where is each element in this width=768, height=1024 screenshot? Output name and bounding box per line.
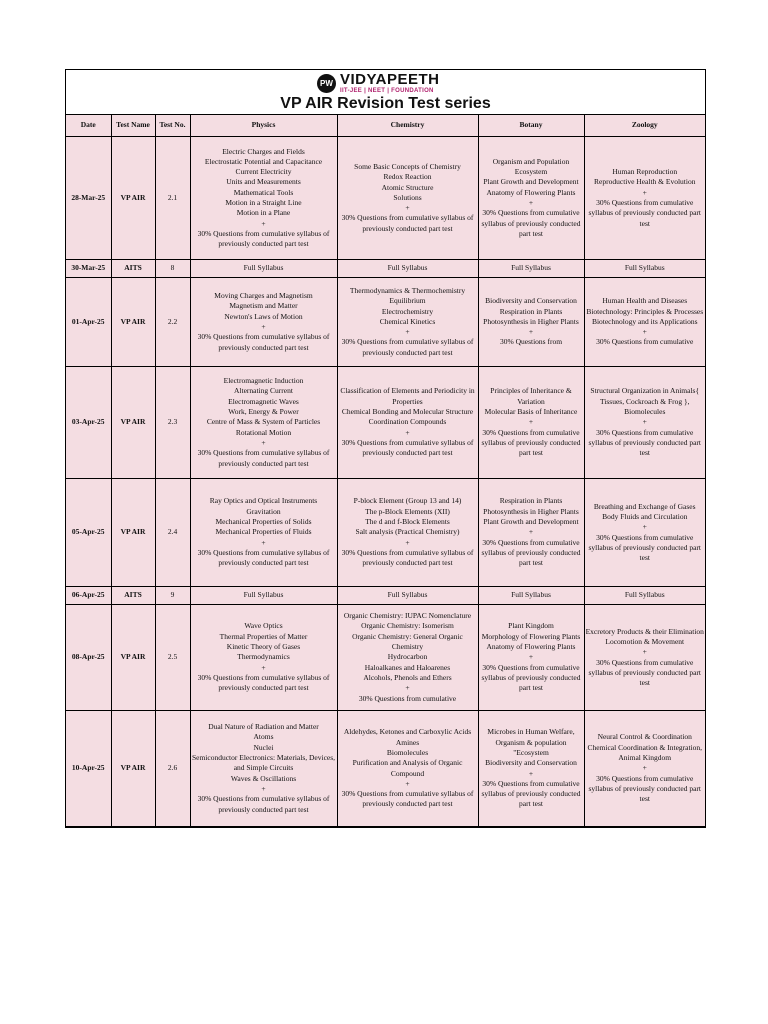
physics-cell <box>190 278 337 367</box>
physics-cell <box>190 605 337 711</box>
topic-line: Thermal Properties of Matter <box>219 631 308 641</box>
test-name-cell: VP AIR <box>111 711 155 827</box>
table-row <box>66 367 705 479</box>
topic-line: Chemical Kinetics <box>379 316 436 326</box>
topic-line: 30% Questions from cumulative syllabus of previously conducted part test <box>588 532 701 563</box>
topic-line: Full Syllabus <box>243 263 284 273</box>
table-row <box>66 587 705 605</box>
table-row <box>66 605 705 711</box>
chemistry-cell <box>337 260 478 278</box>
chemistry-cell <box>337 479 478 587</box>
topic-line: Organic Chemistry: IUPAC Nomenclature <box>343 611 472 621</box>
topic-line: Hydrocarbon <box>387 652 428 662</box>
zoology-cell <box>584 605 705 711</box>
sheet-header <box>66 70 705 115</box>
topic-line: Rotational Motion <box>235 427 292 437</box>
topic-line: Solutions <box>393 192 422 202</box>
date-cell: 08-Apr-25 <box>66 605 111 711</box>
topic-line: Reproductive Health & Evolution <box>594 177 696 187</box>
topic-line: Electric Charges and Fields <box>222 146 305 156</box>
topic-line: Equilibrium <box>389 296 426 306</box>
col-header-test-name: Test Name <box>111 115 155 137</box>
topic-line: Plant Growth and Development <box>483 177 579 187</box>
topic-line: 30% Questions from cumulative syllabus of previously conducted part test <box>588 657 701 688</box>
topic-line: 30% Questions from cumulative syllabus of previously conducted part test <box>197 332 330 352</box>
topic-line: Electrochemistry <box>381 306 434 316</box>
topic-line: Respiration in Plants <box>499 306 563 316</box>
test-no-cell: 2.1 <box>155 137 190 260</box>
topic-line: Plant Kingdom <box>508 621 554 631</box>
topic-line: + <box>261 218 266 228</box>
topic-line: Organic Chemistry: Isomerism <box>361 621 454 631</box>
table-row <box>66 137 705 260</box>
topic-line: + <box>405 327 410 337</box>
topic-line: Locomotion & Movement <box>605 636 685 646</box>
topic-line: 30% Questions from cumulative syllabus of previously conducted part test <box>341 337 474 357</box>
chemistry-cell <box>337 137 478 260</box>
topic-line: + <box>642 763 647 773</box>
test-no-cell: 8 <box>155 260 190 278</box>
topic-line: Redox Reaction <box>383 172 432 182</box>
topic-line: Excretory Products & their Elimination <box>585 626 704 636</box>
chemistry-cell <box>337 587 478 605</box>
topic-line: Thermodynamics & Thermochemistry <box>349 285 466 295</box>
schedule-table <box>66 115 705 827</box>
topic-line: + <box>261 662 266 672</box>
date-cell: 03-Apr-25 <box>66 367 111 479</box>
test-name-cell: VP AIR <box>111 137 155 260</box>
col-header-chemistry: Chemistry <box>337 115 478 137</box>
topic-line: + <box>528 198 534 207</box>
topic-line: Body Fluids and Circulation <box>602 511 688 521</box>
topic-line: Work, Energy & Power <box>228 407 299 417</box>
topic-line: Atoms <box>253 732 274 742</box>
date-cell: 05-Apr-25 <box>66 479 111 587</box>
brand-tagline: IIT-JEE | NEET | FOUNDATION <box>340 88 434 94</box>
topic-line: Principles of Inheritance & Variation <box>490 386 572 406</box>
botany-cell <box>478 260 584 278</box>
topic-line: Electrostatic Potential and Capacitance <box>204 156 323 166</box>
physics-cell <box>190 711 337 827</box>
topic-line: 30% Questions from cumulative syllabus of previously conducted part test <box>481 537 581 568</box>
topic-line: Current Electricity <box>235 167 292 177</box>
col-header-physics: Physics <box>190 115 337 137</box>
topic-line: + <box>642 522 647 532</box>
zoology-cell <box>584 711 705 827</box>
topic-line: Mechanical Properties of Solids <box>215 517 312 527</box>
topic-line: 30% Questions from cumulative syllabus of previously conducted part test <box>341 437 474 458</box>
topic-line: Waves & Oscillations <box>230 773 297 783</box>
topic-line: + <box>405 778 410 788</box>
test-no-cell: 2.6 <box>155 711 190 827</box>
topic-line: 30% Questions from cumulative syllabus of previously conducted part test <box>197 547 330 568</box>
topic-line: 30% Questions from cumulative <box>358 693 457 703</box>
chemistry-cell <box>337 711 478 827</box>
topic-line: Ray Optics and Optical Instruments <box>209 496 318 506</box>
topic-line: + <box>528 768 534 778</box>
topic-line: 30% Questions from cumulative syllabus of previously conducted part test <box>341 547 474 568</box>
col-header-zoology: Zoology <box>584 115 705 137</box>
topic-line: Mechanical Properties of Fluids <box>215 527 312 537</box>
topic-line: Nuclei <box>253 742 274 752</box>
topic-line: Coordination Compounds <box>368 417 447 427</box>
botany-cell <box>478 711 584 827</box>
topic-line: 30% Questions from cumulative syllabus of previously conducted part test <box>588 198 701 228</box>
brand-name: VIDYAPEETH <box>340 71 440 88</box>
topic-line: + <box>528 327 534 337</box>
topic-line: + <box>642 327 647 337</box>
topic-line: Chemical Coordination & Integration, Animal Kingdom <box>587 742 703 763</box>
topic-line: 30% Questions from cumulative syllabus of previously conducted part test <box>481 427 581 458</box>
topic-line: + <box>261 783 266 793</box>
zoology-cell <box>584 137 705 260</box>
topic-line: Electromagnetic Induction <box>223 376 304 386</box>
test-no-cell: 2.3 <box>155 367 190 479</box>
topic-line: Full Syllabus <box>387 590 428 600</box>
brand-logo <box>317 72 439 94</box>
topic-line: Biotechnology: Principles & Processes <box>586 306 704 316</box>
topic-line: 30% Questions from cumulative syllabus of previously conducted part test <box>481 662 581 693</box>
topic-line: Breathing and Exchange of Gases <box>593 501 696 511</box>
date-cell: 30-Mar-25 <box>66 260 111 278</box>
topic-line: + <box>528 652 534 662</box>
topic-line: Newton's Laws of Motion <box>224 311 303 321</box>
topic-line: Plant Growth and Development <box>483 517 579 527</box>
topic-line: Chemical Bonding and Molecular Structure <box>341 407 474 417</box>
topic-line: Kinetic Theory of Gases <box>226 642 301 652</box>
test-name-cell: VP AIR <box>111 278 155 367</box>
topic-line: Human Health and Diseases <box>602 296 688 306</box>
test-name-cell: VP AIR <box>111 605 155 711</box>
topic-line: + <box>642 647 647 657</box>
table-row <box>66 260 705 278</box>
page-title: VP AIR Revision Test series <box>280 95 491 112</box>
zoology-cell <box>584 367 705 479</box>
zoology-cell <box>584 260 705 278</box>
topic-line: Gravitation <box>246 506 281 516</box>
col-header-botany: Botany <box>478 115 584 137</box>
date-cell: 10-Apr-25 <box>66 711 111 827</box>
topic-line: + <box>642 417 647 427</box>
physics-cell <box>190 137 337 260</box>
botany-cell <box>478 367 584 479</box>
topic-line: Full Syllabus <box>511 263 551 273</box>
zoology-cell <box>584 278 705 367</box>
topic-line: Molecular Basis of Inheritance <box>484 407 578 417</box>
topic-line: 30% Questions from cumulative syllabus of previously conducted part test <box>341 789 474 809</box>
topic-line: Neural Control & Coordination <box>597 732 692 742</box>
table-header-row <box>66 115 705 137</box>
topic-line: 30% Questions from cumulative syllabus of previously conducted part test <box>197 672 330 693</box>
topic-line: Atomic Structure <box>381 182 434 192</box>
topic-line: 30% Questions from <box>499 337 563 347</box>
col-header-date: Date <box>66 115 111 137</box>
physics-cell <box>190 479 337 587</box>
topic-line: Organism and Population <box>492 156 570 166</box>
topic-line: Structural Organization in Animals{ Tissues, Cockroach & Frog }, Biomolecules <box>590 386 700 417</box>
topic-line: Biodiversity and Conservation <box>485 296 577 306</box>
chemistry-cell <box>337 367 478 479</box>
topic-line: Wave Optics <box>244 621 283 631</box>
topic-line: Salt analysis (Practical Chemistry) <box>355 527 460 537</box>
topic-line: Full Syllabus <box>624 590 665 600</box>
topic-line: Full Syllabus <box>387 263 428 273</box>
topic-line: Photosynthesis in Higher Plants <box>483 506 579 516</box>
topic-line: Units and Measurements <box>226 177 301 187</box>
topic-line: 30% Questions from cumulative syllabus of previously conducted part test <box>588 773 701 804</box>
physics-cell <box>190 587 337 605</box>
topic-line: + <box>405 537 410 547</box>
topic-line: Classification of Elements and Periodicity in Properties <box>340 386 475 406</box>
topic-line: Centre of Mass & System of Particles <box>206 417 321 427</box>
topic-line: + <box>528 417 534 427</box>
topic-line: Biodiversity and Conservation <box>485 758 577 768</box>
topic-line: + <box>261 537 266 547</box>
pw-logo-icon: PW <box>317 74 336 93</box>
topic-line: Human Reproduction <box>612 167 678 177</box>
botany-cell <box>478 587 584 605</box>
topic-line: Electromagnetic Waves <box>228 396 299 406</box>
topic-line: + <box>528 527 534 537</box>
topic-line: Thermodynamics <box>237 652 290 662</box>
topic-line: Anatomy of Flowering Plants <box>486 187 576 197</box>
topic-line: 30% Questions from cumulative syllabus of previously conducted part test <box>197 228 330 249</box>
physics-cell <box>190 367 337 479</box>
zoology-cell <box>584 587 705 605</box>
topic-line: Anatomy of Flowering Plants <box>486 642 576 652</box>
physics-cell <box>190 260 337 278</box>
topic-line: 30% Questions from cumulative syllabus of previously conducted part test <box>481 208 581 238</box>
topic-line: Aldehydes, Ketones and Carboxylic Acids <box>343 727 472 737</box>
table-row <box>66 278 705 367</box>
chemistry-cell <box>337 605 478 711</box>
chemistry-cell <box>337 278 478 367</box>
topic-line: The p-Block Elements (XII) <box>365 506 450 516</box>
schedule-sheet <box>65 69 706 828</box>
zoology-cell <box>584 479 705 587</box>
test-no-cell: 2.2 <box>155 278 190 367</box>
col-header-test-no: Test No. <box>155 115 190 137</box>
test-name-cell: VP AIR <box>111 367 155 479</box>
topic-line: Biotechnology and its Applications <box>591 316 698 326</box>
botany-cell <box>478 278 584 367</box>
topic-line: Mathematical Tools <box>233 187 294 197</box>
topic-line: 30% Questions from cumulative syllabus of previously conducted part test <box>481 778 581 809</box>
test-no-cell: 2.4 <box>155 479 190 587</box>
topic-line: 30% Questions from cumulative syllabus of previously conducted part test <box>197 448 330 468</box>
test-name-cell: VP AIR <box>111 479 155 587</box>
date-cell: 28-Mar-25 <box>66 137 111 260</box>
topic-line: Moving Charges and Magnetism <box>214 291 313 301</box>
topic-line: Respiration in Plants <box>499 496 563 506</box>
table-row <box>66 711 705 827</box>
botany-cell <box>478 137 584 260</box>
topic-line: Photosynthesis in Higher Plants <box>483 316 579 326</box>
test-name-cell: AITS <box>111 260 155 278</box>
topic-line: Motion in a Straight Line <box>225 198 302 207</box>
topic-line: Haloalkanes and Haloarenes <box>364 662 451 672</box>
topic-line: Purification and Analysis of Organic Compound <box>352 758 463 778</box>
topic-line: + <box>261 437 266 447</box>
topic-line: Full Syllabus <box>511 590 551 600</box>
topic-line: + <box>642 187 647 197</box>
topic-line: 30% Questions from cumulative <box>596 337 694 347</box>
topic-line: Alcohols, Phenols and Ethers <box>363 672 452 682</box>
topic-line: Some Basic Concepts of Chemistry <box>354 161 461 171</box>
topic-line: Full Syllabus <box>624 263 665 273</box>
topic-line: P-block Element (Group 13 and 14) <box>353 496 462 506</box>
topic-line: Ecosystem <box>514 167 548 177</box>
topic-line: Organic Chemistry: General Organic Chemistry <box>352 631 463 652</box>
topic-line: Morphology of Flowering Plants <box>481 631 581 641</box>
topic-line: + <box>405 203 410 213</box>
date-cell: 06-Apr-25 <box>66 587 111 605</box>
topic-line: Magnetism and Matter <box>229 301 298 311</box>
topic-line: + <box>261 322 266 331</box>
topic-line: 30% Questions from cumulative syllabus of previously conducted part test <box>341 213 474 233</box>
botany-cell <box>478 479 584 587</box>
botany-cell <box>478 605 584 711</box>
test-name-cell: AITS <box>111 587 155 605</box>
topic-line: + <box>405 427 410 437</box>
topic-line: Microbes in Human Welfare, Organism & population "Ecosystem <box>487 727 575 757</box>
topic-line: + <box>405 683 410 693</box>
topic-line: Amines <box>395 737 420 747</box>
test-no-cell: 9 <box>155 587 190 605</box>
topic-line: 30% Questions from cumulative syllabus of previously conducted part test <box>588 427 701 458</box>
topic-line: The d and f-Block Elements <box>365 517 450 527</box>
topic-line: Motion in a Plane <box>236 208 291 218</box>
topic-line: Dual Nature of Radiation and Matter <box>208 722 319 732</box>
topic-line: Full Syllabus <box>243 590 284 600</box>
table-row <box>66 479 705 587</box>
topic-line: Semiconductor Electronics: Materials, Devices, and Simple Circuits <box>191 753 336 773</box>
topic-line: 30% Questions from cumulative syllabus of previously conducted part test <box>197 794 330 814</box>
test-no-cell: 2.5 <box>155 605 190 711</box>
topic-line: Biomolecules <box>386 747 429 757</box>
topic-line: Alternating Current <box>234 386 293 396</box>
date-cell: 01-Apr-25 <box>66 278 111 367</box>
